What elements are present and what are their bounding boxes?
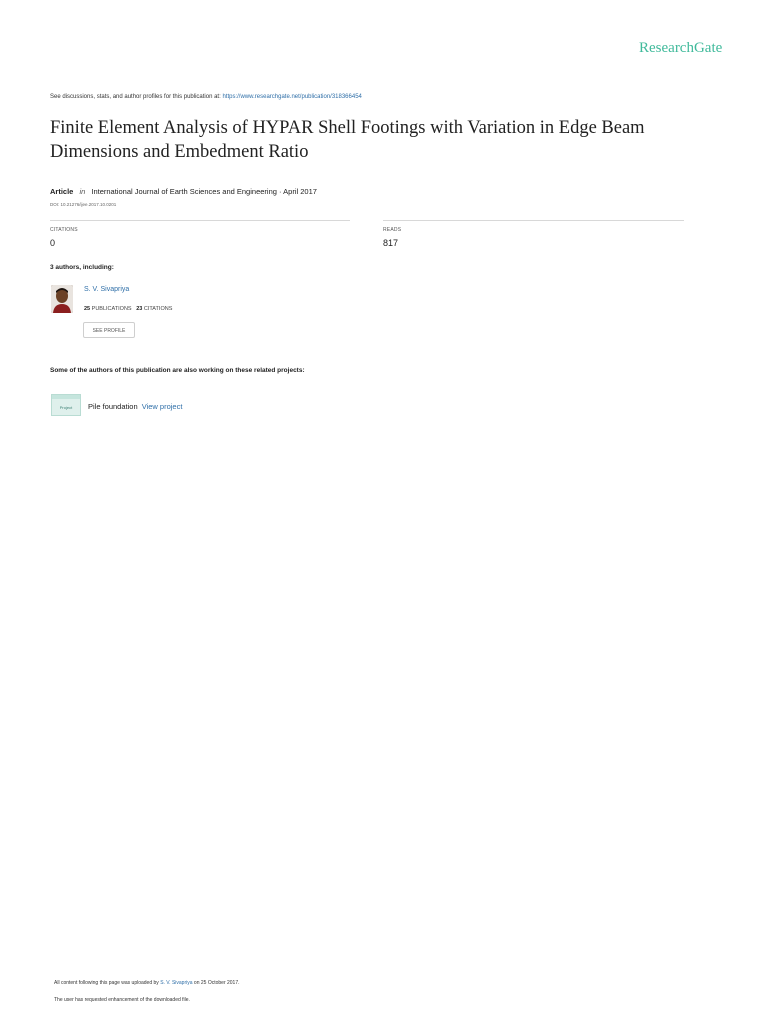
article-meta	[50, 187, 317, 196]
article-in: in	[79, 187, 86, 196]
project-item	[88, 402, 182, 411]
article-type: Article	[50, 187, 74, 196]
view-project-link[interactable]: View project	[141, 402, 183, 411]
project-thumbnail[interactable]	[51, 394, 81, 416]
uploader-link[interactable]: S. V. Sivapriya	[160, 980, 193, 986]
journal-name: International Journal of Earth Sciences and Engineering · April 2017	[91, 187, 317, 196]
reads-divider	[383, 220, 684, 221]
enhancement-note: The user has requested enhancement of the downloaded file.	[54, 997, 190, 1003]
citations-divider	[50, 220, 350, 221]
discussion-prefix: See discussions, stats, and author profiles for this publication at:	[50, 94, 221, 100]
upload-notice	[54, 980, 240, 986]
upload-prefix: All content following this page was uploaded by	[54, 980, 159, 986]
author-avatar[interactable]	[51, 285, 73, 313]
citations-label: CITATIONS	[50, 227, 78, 233]
author-publications-count: 25	[84, 306, 91, 312]
publication-url-link[interactable]: https://www.researchgate.net/publication/318366454	[222, 94, 362, 100]
discussion-line	[50, 94, 362, 100]
publication-title: Finite Element Analysis of HYPAR Shell Footings with Variation in Edge Beam Dimensions and Embedment Ratio	[50, 118, 645, 162]
project-name: Pile foundation	[88, 402, 138, 411]
authors-heading: 3 authors, including:	[50, 264, 114, 271]
reads-value: 817	[383, 238, 399, 248]
upload-suffix: on 25 October 2017.	[193, 980, 240, 986]
see-profile-button[interactable]: SEE PROFILE	[83, 322, 135, 338]
reads-label: READS	[383, 227, 402, 233]
doi: DOI: 10.21276/ijee.2017.10.0201	[50, 202, 117, 207]
author-citations-label: CITATIONS	[143, 306, 173, 312]
author-name-link[interactable]: S. V. Sivapriya	[84, 286, 130, 293]
project-thumb-label: Project	[59, 405, 73, 410]
citations-value: 0	[50, 238, 56, 248]
researchgate-logo[interactable]: ResearchGate	[639, 40, 723, 56]
author-citations-count: 23	[136, 306, 143, 312]
author-publications-label: PUBLICATIONS	[91, 306, 132, 312]
author-stats	[84, 306, 172, 312]
related-projects-heading: Some of the authors of this publication are also working on these related projects:	[50, 367, 305, 374]
